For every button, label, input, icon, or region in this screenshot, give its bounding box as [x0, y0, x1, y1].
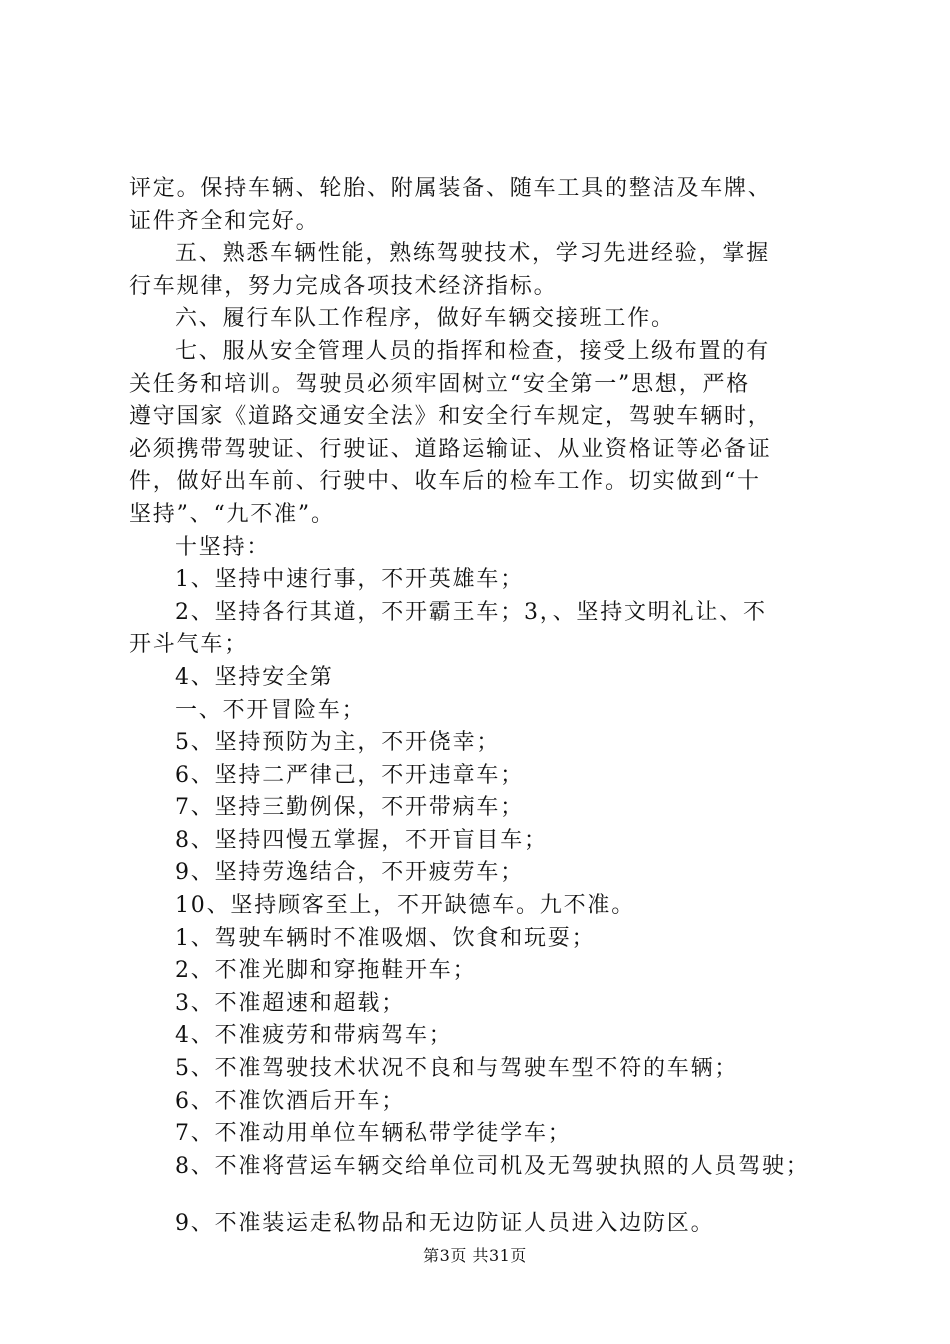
text-line: 五、熟悉车辆性能，熟练驾驶技术，学习先进经验，掌握 [175, 241, 771, 267]
text-line: 8、坚持四慢五掌握，不开盲目车； [175, 827, 548, 853]
text-line: 件，做好出车前、行驶中、收车后的检车工作。切实做到“十 [129, 469, 761, 495]
text-line: 7、不准动用单位车辆私带学徒学车； [175, 1121, 572, 1147]
text-line: 10、坚持顾客至上，不开缺德车。九不准。 [175, 893, 635, 919]
text-line: 坚持”、“九不准”。 [129, 501, 335, 527]
text-line: 1、坚持中速行事，不开英雄车； [175, 567, 524, 593]
text-line: 遵守国家《道路交通安全法》和安全行车规定，驾驶车辆时， [129, 404, 772, 430]
text-line: 证件齐全和完好。 [129, 208, 320, 234]
text-line: 一、不开冒险车； [175, 697, 366, 723]
text-line: 评定。保持车辆、轮胎、附属装备、随车工具的整洁及车牌、 [129, 176, 772, 201]
text-line: 必须携带驾驶证、行驶证、道路运输证、从业资格证等必备证 [129, 436, 772, 462]
text-line: 六、履行车队工作程序，做好车辆交接班工作。 [175, 306, 675, 332]
text-line: 9、坚持劳逸结合，不开疲劳车； [175, 860, 524, 886]
text-line: 4、坚持安全第 [175, 664, 334, 690]
text-line: 8、不准将营运车辆交给单位司机及无驾驶执照的人员驾驶； [175, 1153, 810, 1179]
text-line: 5、坚持预防为主，不开侥幸； [175, 730, 501, 756]
text-line: 关任务和培训。驾驶员必须牢固树立“安全第一”思想，严格 [129, 371, 751, 397]
text-line: 开斗气车； [129, 632, 249, 658]
paragraph-gap [129, 1183, 829, 1208]
text-line: 5、不准驾驶技术状况不良和与驾驶车型不符的车辆； [175, 1056, 739, 1082]
text-line: 七、服从安全管理人员的指挥和检查，接受上级布置的有 [175, 338, 771, 364]
text-line: 4、不准疲劳和带病驾车； [175, 1023, 453, 1049]
text-line: 2、不准光脚和穿拖鞋开车； [175, 958, 477, 984]
text-line: 9、不准装运走私物品和无边防证人员进入边防区。 [175, 1211, 715, 1237]
text-line: 7、坚持三勤例保，不开带病车； [175, 795, 524, 821]
text-line: 2、坚持各行其道，不开霸王车；3，、坚持文明礼让、不 [175, 599, 767, 625]
text-line: 行车规律，努力完成各项技术经济指标。 [129, 273, 558, 299]
page-footer: 第3页 共31页 [423, 1246, 527, 1265]
document-body [129, 173, 829, 1241]
text-line: 十坚持： [175, 534, 271, 560]
text-line: 1、驾驶车辆时不准吸烟、饮食和玩耍； [175, 925, 596, 951]
text-line: 3、不准超速和超载； [175, 990, 405, 1016]
text-line: 6、坚持二严律己，不开违章车； [175, 762, 524, 788]
text-line: 6、不准饮酒后开车； [175, 1088, 405, 1114]
